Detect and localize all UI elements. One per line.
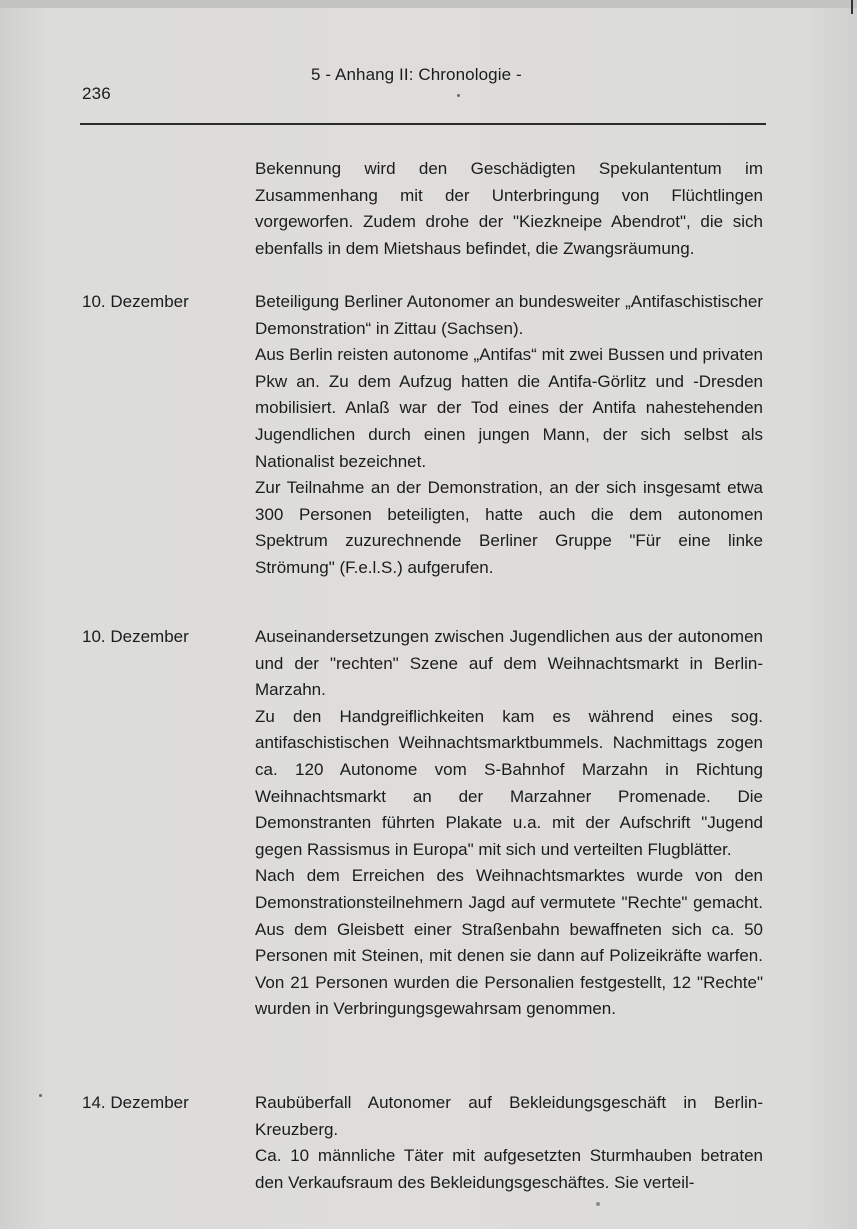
entry-date: 10. Dezember [82, 292, 189, 311]
entry-text [255, 289, 763, 582]
paragraph: Aus Berlin reisten autonome „Antifas“ mit zwei Bussen und privaten Pkw an. Zu dem Aufzug hatten die Antifa-Görlitz und -Dresden mobilisiert. Anlaß war der Tod eines der Antifa nahestehenden Jugendlichen durch einen jungen Mann, der sich selbst als Nationalist bezeichnet. [255, 345, 763, 471]
entry-text [255, 1090, 763, 1196]
paragraph: Beteiligung Berliner Autonomer an bundesweiter „Antifaschistischer Demonstration“ in Zittau (Sachsen). [255, 292, 763, 338]
paragraph: Zu den Handgreiflichkeiten kam es während eines sog. antifaschistischen Weihnachtsmarktbummels. Nachmittags zogen ca. 120 Autonome vom S-Bahnhof Marzahn in Richtung Weihnachtsmarkt an der Marzahner Promenade. Die Demonstranten führten Plakate u.a. mit der Aufschrift "Jugend gegen Rassismus in Europa" mit sich und verteilten Flugblätter. [255, 706, 763, 859]
paragraph: Ca. 10 männliche Täter mit aufgesetzten Sturmhauben betraten den Verkaufsraum des Bekleidungsgeschäftes. Sie verteil- [255, 1146, 763, 1192]
header-rule [80, 123, 766, 125]
entry-text [255, 624, 763, 1023]
paragraph: Raubüberfall Autonomer auf Bekleidungsgeschäft in Berlin-Kreuzberg. [255, 1093, 763, 1139]
entry-date: 10. Dezember [82, 627, 189, 646]
paragraph: Nach dem Erreichen des Weihnachtsmarktes wurde von den Demonstrationsteilnehmern Jagd auf vermutete "Rechte" gemacht. Aus dem Gleisbett einer Straßenbahn bewaffneten sich ca. 50 Personen mit Steinen, mit denen sie dann auf Polizeikräfte warfen. Von 21 Personen wurden die Personalien festgestellt, 12 "Rechte" wurden in Verbringungsgewahrsam genommen. [255, 866, 763, 1019]
scan-speck [596, 1202, 600, 1206]
running-head: 5 - Anhang II: Chronologie - [311, 65, 522, 84]
scan-edge-mark [851, 0, 853, 14]
paragraph: Auseinandersetzungen zwischen Jugendlichen aus der autonomen und der "rechten" Szene auf dem Weihnachtsmarkt in Berlin-Marzahn. [255, 627, 763, 700]
scan-top-edge [0, 0, 857, 8]
scan-speck [39, 1094, 42, 1097]
paragraph: Zur Teilnahme an der Demonstration, an der sich insgesamt etwa 300 Personen beteiligten, hatte auch die dem autonomen Spektrum zuzurechnende Berliner Gruppe "Für eine linke Strömung" (F.e.l.S.) aufgerufen. [255, 478, 763, 577]
continuation-text [255, 156, 763, 262]
scan-speck [457, 94, 460, 97]
entry-date: 14. Dezember [82, 1093, 189, 1112]
paragraph: Bekennung wird den Geschädigten Spekulantentum im Zusammenhang mit der Unterbringung von Flüchtlingen vorgeworfen. Zudem drohe der "Kiezkneipe Abendrot", die sich ebenfalls in dem Mietshaus befindet, die Zwangsräumung. [255, 159, 763, 258]
page-number: 236 [82, 84, 111, 103]
